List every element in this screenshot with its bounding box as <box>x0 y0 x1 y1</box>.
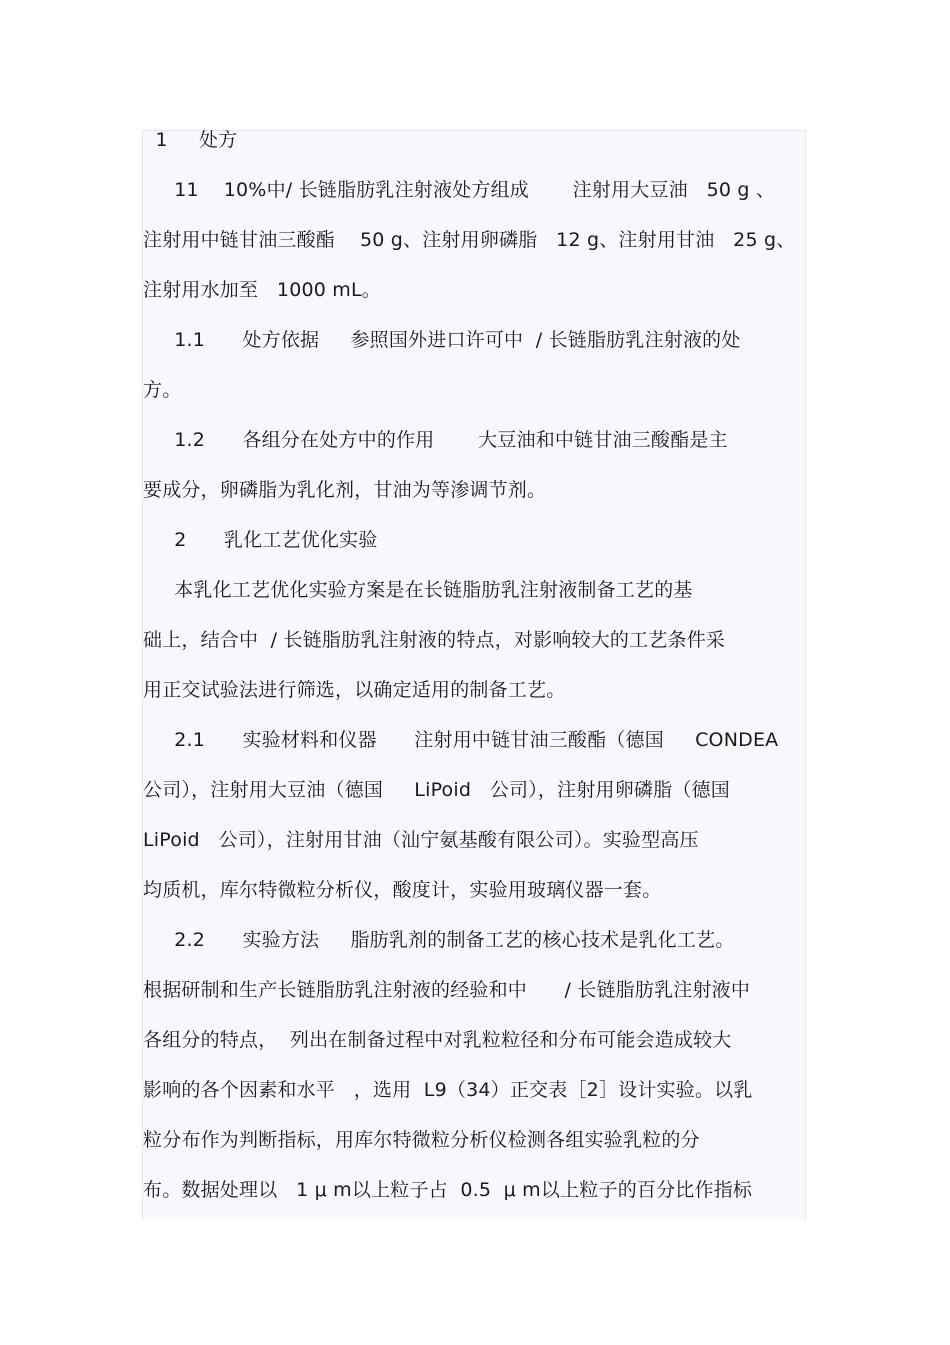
paragraph-line: 均质机，库尔特微粒分析仪，酸度计，实验用玻璃仪器一套。 <box>143 879 662 901</box>
paragraph-line: 影响的各个因素和水平 ，选用 L9（34）正交表［2］设计实验。以乳 <box>143 1079 753 1101</box>
paragraph-line: 本乳化工艺优化实验方案是在长链脂肪乳注射液制备工艺的基 <box>143 579 693 601</box>
paragraph-line: 各组分的特点， 列出在制备过程中对乳粒粒径和分布可能会造成较大 <box>143 1029 732 1051</box>
paragraph-line: LiPoid 公司），注射用甘油（汕宁氨基酸有限公司）。实验型高压 <box>143 829 699 851</box>
paragraph-line: 2.2 实验方法 脂肪乳剂的制备工艺的核心技术是乳化工艺。 <box>143 929 735 951</box>
paragraph-line: 根据研制和生产长链脂肪乳注射液的经验和中 / 长链脂肪乳注射液中 <box>143 979 751 1001</box>
paragraph-line: 注射用水加至 1000 mL。 <box>143 279 382 301</box>
paragraph-line: 础上，结合中 / 长链脂肪乳注射液的特点，对影响较大的工艺条件采 <box>143 629 726 651</box>
paragraph-line: 布。数据处理以 1 μ m以上粒子占 0.5 μ m以上粒子的百分比作指标 <box>143 1179 753 1201</box>
section-heading-2: 2 乳化工艺优化实验 <box>143 529 378 551</box>
paragraph-line: 2.1 实验材料和仪器 注射用中链甘油三酸酯（德国 CONDEA <box>143 729 779 751</box>
paragraph-line: 11 10%中/ 长链脂肪乳注射液处方组成 注射用大豆油 50 g 、 <box>143 179 776 201</box>
paragraph-line: 要成分，卵磷脂为乳化剂，甘油为等渗调节剂。 <box>143 479 547 501</box>
paragraph-line: 粒分布作为判断指标，用库尔特微粒分析仪检测各组实验乳粒的分 <box>143 1129 700 1151</box>
paragraph-line: 注射用中链甘油三酸酯 50 g、注射用卵磷脂 12 g、注射用甘油 25 g、 <box>143 229 796 251</box>
paragraph-line: 用正交试验法进行筛选，以确定适用的制备工艺。 <box>143 679 566 701</box>
section-heading-1: 1 处方 <box>143 129 238 151</box>
paragraph-line: 公司），注射用大豆油（德国 LiPoid 公司），注射用卵磷脂（德国 <box>143 779 730 801</box>
paragraph-line: 1.1 处方依据 参照国外进口许可中 / 长链脂肪乳注射液的处 <box>143 329 741 351</box>
paragraph-line: 1.2 各组分在处方中的作用 大豆油和中链甘油三酸酯是主 <box>143 429 728 451</box>
paragraph-line: 方。 <box>143 379 182 401</box>
